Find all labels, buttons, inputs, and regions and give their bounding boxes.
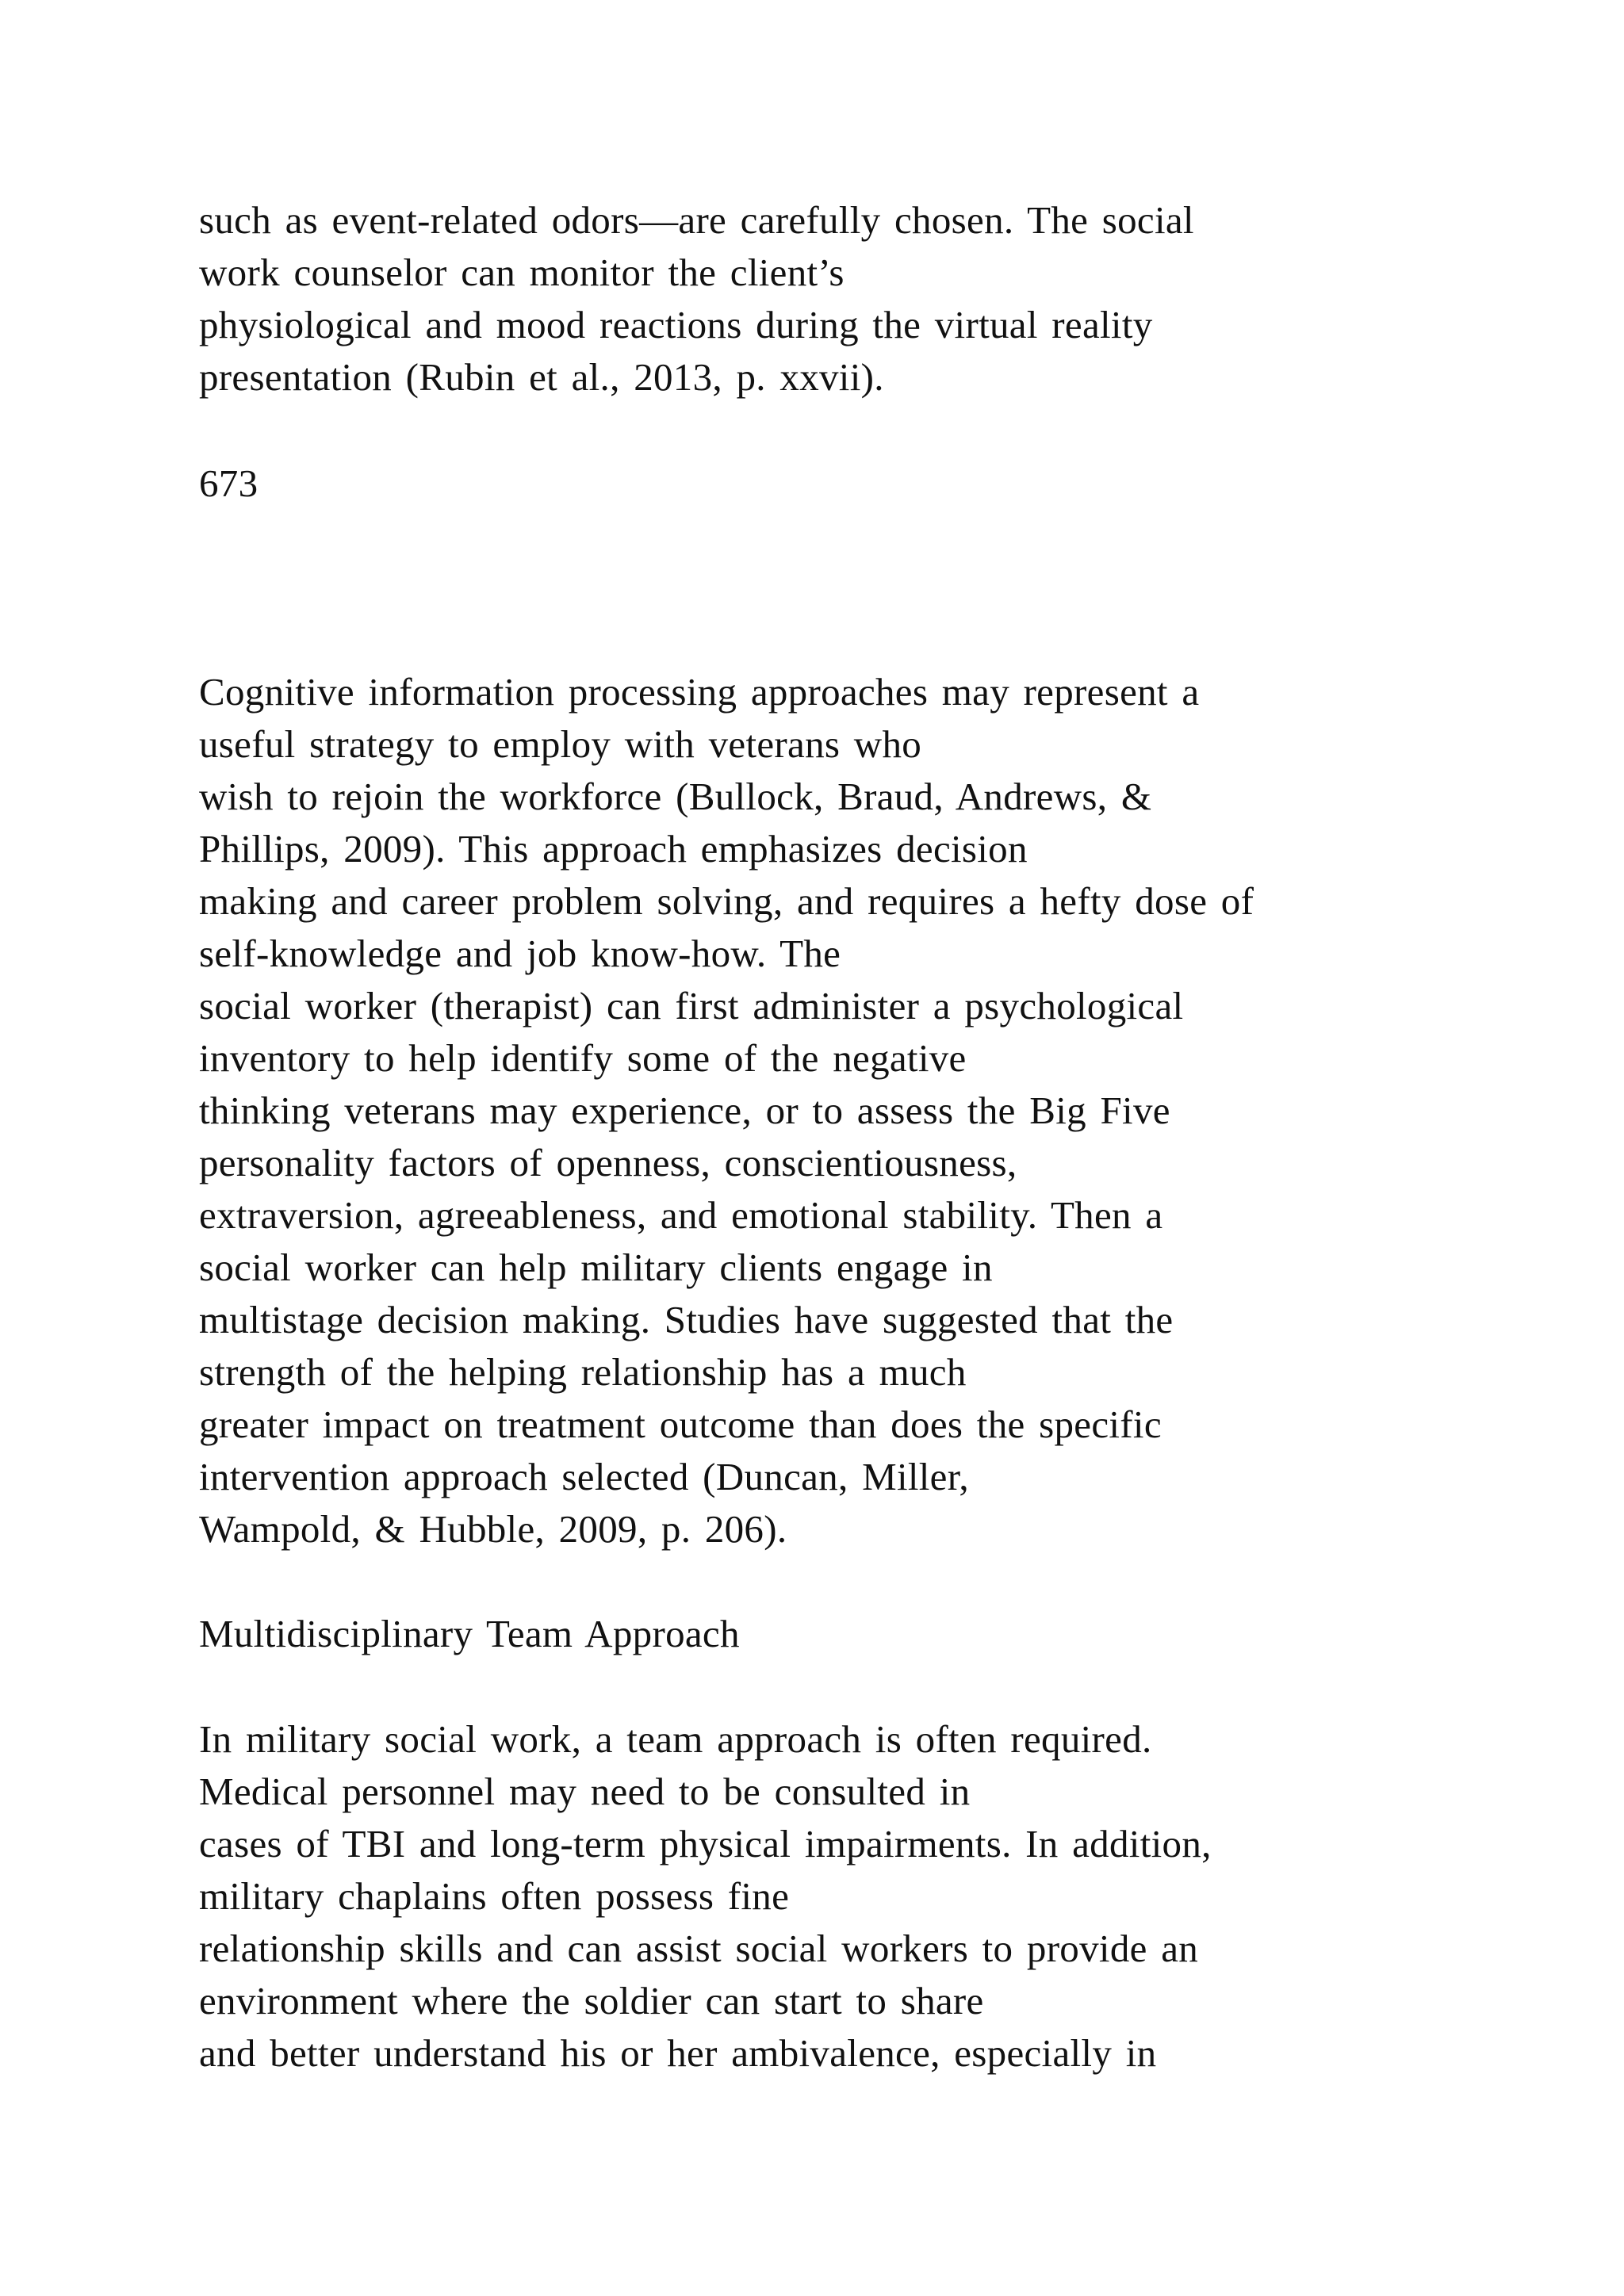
text-line: presentation (Rubin et al., 2013, p. xxvii). xyxy=(199,355,884,399)
text-line: social worker can help military clients engage in xyxy=(199,1246,993,1289)
text-line: thinking veterans may experience, or to assess the Big Five xyxy=(199,1089,1170,1132)
page-number: 673 xyxy=(199,461,259,505)
text-line: Medical personnel may need to be consulted in xyxy=(199,1770,971,1813)
text-line: making and career problem solving, and requires a hefty dose of xyxy=(199,879,1254,923)
text-line: Cognitive information processing approaches may represent a xyxy=(199,670,1200,714)
text-line: useful strategy to employ with veterans who xyxy=(199,722,922,766)
text-line: personality factors of openness, conscientiousness, xyxy=(199,1141,1017,1184)
text-line: multistage decision making. Studies have suggested that the xyxy=(199,1298,1174,1341)
text-line: wish to rejoin the workforce (Bullock, Braud, Andrews, & xyxy=(199,775,1152,818)
text-line: intervention approach selected (Duncan, Miller, xyxy=(199,1455,969,1498)
text-line: physiological and mood reactions during the virtual reality xyxy=(199,303,1153,346)
text-line: inventory to help identify some of the negative xyxy=(199,1036,967,1080)
text-line: and better understand his or her ambivalence, especially in xyxy=(199,2031,1157,2075)
text-line: military chaplains often possess fine xyxy=(199,1874,790,1918)
text-line: greater impact on treatment outcome than does the specific xyxy=(199,1402,1162,1446)
text-line: cases of TBI and long-term physical impairments. In addition, xyxy=(199,1822,1212,1866)
text-line: environment where the soldier can start to share xyxy=(199,1979,984,2022)
text-line: Phillips, 2009). This approach emphasizes decision xyxy=(199,827,1028,871)
text-line: self-knowledge and job know-how. The xyxy=(199,932,841,975)
text-line: In military social work, a team approach is often required. xyxy=(199,1717,1152,1761)
section-heading: Multidisciplinary Team Approach xyxy=(199,1612,740,1655)
text-line: such as event-related odors—are carefully chosen. The social xyxy=(199,198,1194,242)
text-line: extraversion, agreeableness, and emotional stability. Then a xyxy=(199,1193,1163,1237)
text-line: strength of the helping relationship has a much xyxy=(199,1350,967,1394)
text-line: Wampold, & Hubble, 2009, p. 206). xyxy=(199,1507,787,1551)
text-line: social worker (therapist) can first administer a psychological xyxy=(199,984,1184,1027)
text-line: relationship skills and can assist social workers to provide an xyxy=(199,1927,1199,1970)
text-line: work counselor can monitor the client’s xyxy=(199,251,845,294)
